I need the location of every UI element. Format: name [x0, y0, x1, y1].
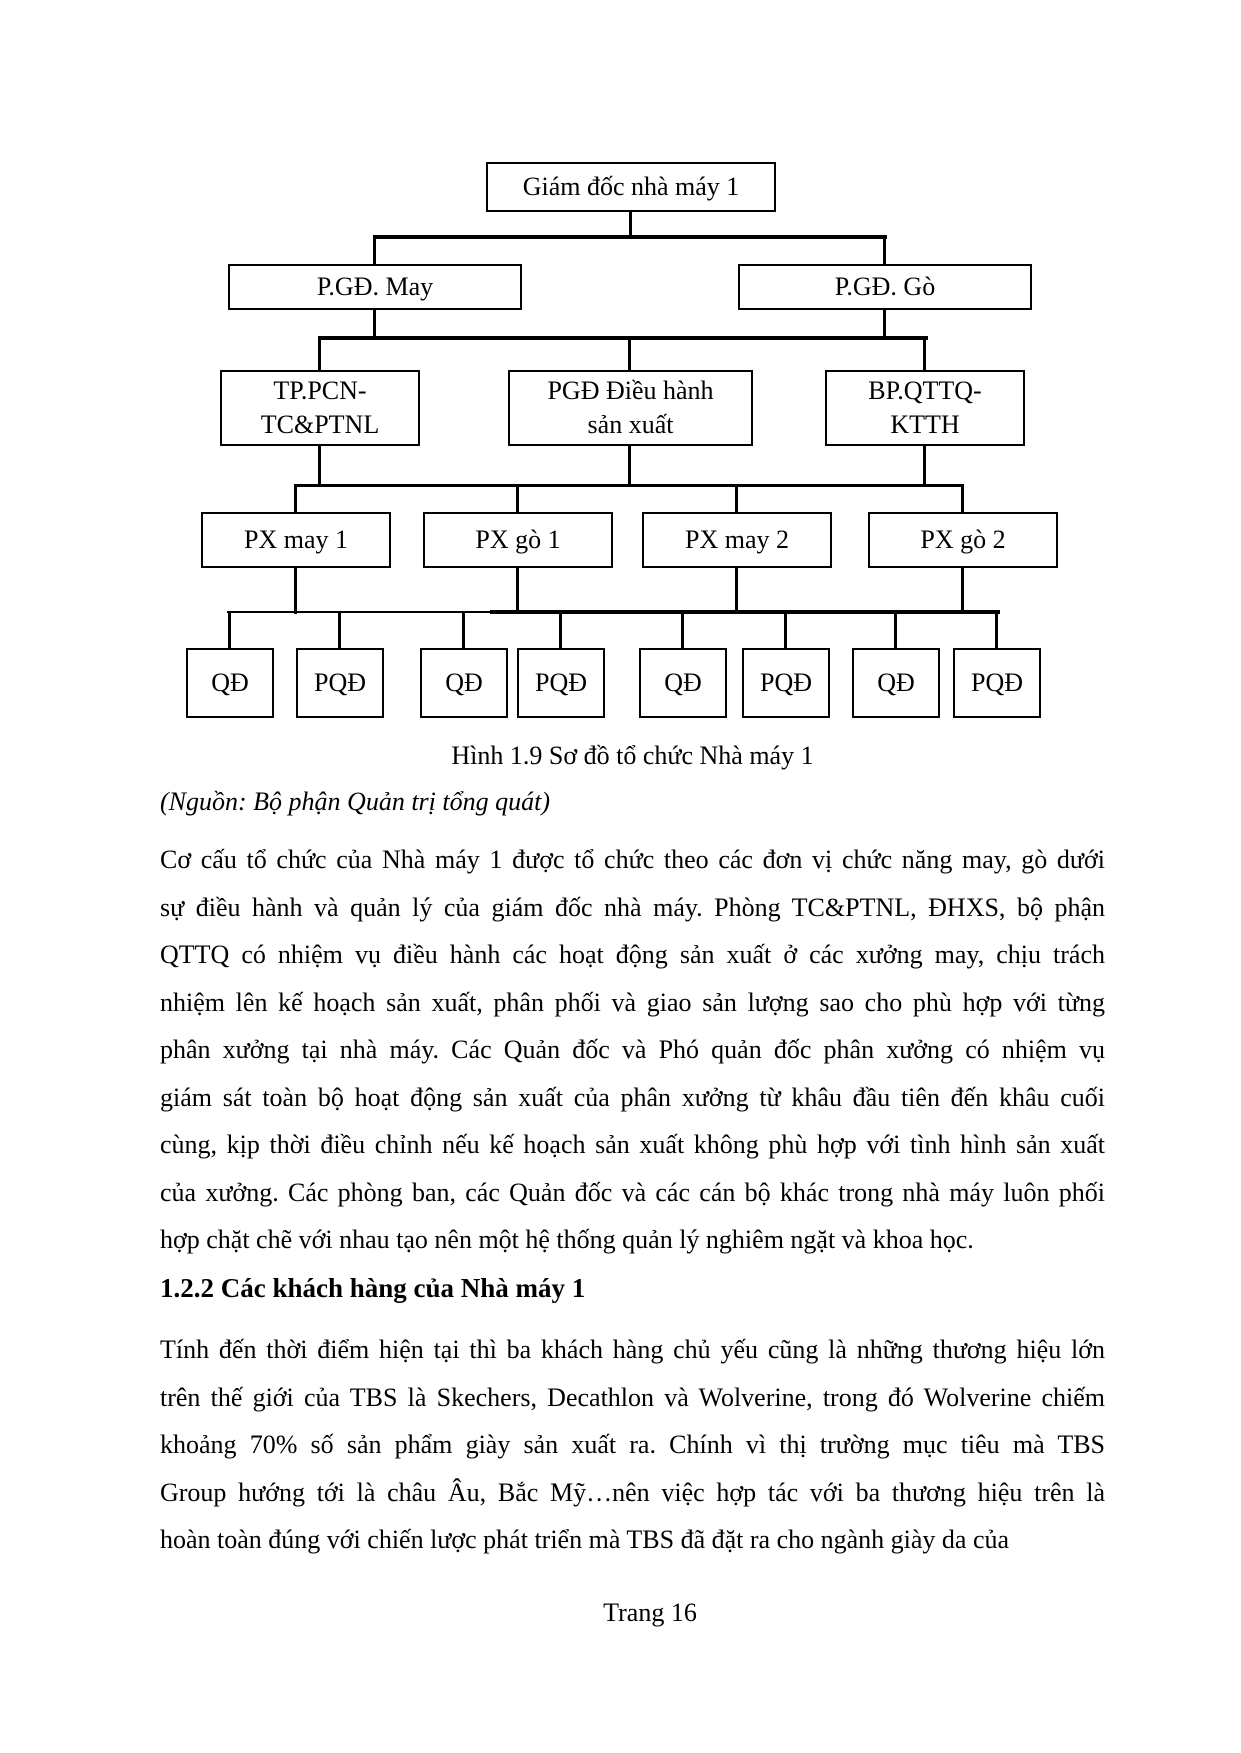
body-text-line: của xưởng. Các phòng ban, các Quản đốc và các cán bộ khác trong nhà máy luôn phối — [160, 1177, 1105, 1207]
org-node-bp-qttq — [825, 370, 1025, 446]
org-node-label-line1: TP.PCN- — [273, 376, 367, 405]
body-text-line: khoảng 70% số sản phẩm giày sản xuất ra. Chính vì thị trường mục tiêu mà TBS — [160, 1430, 1105, 1459]
org-node-label-line2: TC&PTNL — [260, 410, 380, 439]
org-node-px-go-2 — [868, 512, 1058, 568]
connector-line — [373, 235, 887, 239]
connector-line — [462, 613, 465, 648]
org-node-label: QĐ — [877, 668, 915, 697]
connector-line — [373, 239, 376, 264]
org-node-px-go-1 — [423, 512, 613, 568]
org-node-label-line2: KTTH — [890, 410, 960, 439]
org-node-label-line2: sản xuất — [587, 410, 674, 439]
connector-line — [318, 340, 321, 370]
org-node-label: PX gò 1 — [475, 525, 561, 554]
org-node-label-line1: PGĐ Điều hành — [547, 376, 714, 405]
body-text-line: QTTQ có nhiệm vụ điều hành các hoạt động sản xuất ở các xưởng may, chịu trách — [160, 940, 1105, 969]
org-node-qd-3 — [639, 648, 727, 718]
figure-source: (Nguồn: Bộ phận Quản trị tổng quát) — [160, 787, 550, 816]
connector-line — [883, 239, 886, 264]
org-node-label: QĐ — [664, 668, 702, 697]
org-node-tp-pcn — [220, 370, 420, 446]
org-node-pgd-may — [228, 264, 522, 310]
org-node-label: P.GĐ. Gò — [834, 272, 936, 301]
connector-line — [559, 613, 562, 648]
org-node-qd-1 — [186, 648, 274, 718]
connector-line — [516, 487, 519, 512]
org-node-director — [486, 162, 776, 212]
figure-caption: Hình 1.9 Sơ đồ tổ chức Nhà máy 1 — [451, 741, 814, 770]
body-text-line: giám sát toàn bộ hoạt động sản xuất của phân xưởng từ khâu đầu tiên đến khâu cuối — [160, 1082, 1105, 1112]
connector-line — [516, 568, 519, 614]
org-node-label: QĐ — [211, 668, 249, 697]
connector-line — [923, 446, 926, 487]
org-node-label: PX may 2 — [685, 525, 789, 554]
connector-line — [995, 613, 998, 648]
connector-line — [961, 487, 964, 512]
org-node-pqd-1 — [296, 648, 384, 718]
connector-line — [681, 613, 684, 648]
connector-line — [338, 613, 341, 648]
connector-line — [294, 484, 964, 487]
connector-line — [628, 340, 631, 370]
body-text-line: Tính đến thời điểm hiện tại thì ba khách hàng chủ yếu cũng là những thương hiệu lớn — [160, 1335, 1105, 1364]
org-node-label: QĐ — [445, 668, 483, 697]
body-text-line: cùng, kịp thời điều chỉnh nếu kế hoạch sản xuất không phù hợp với tình hình sản xuất — [160, 1130, 1105, 1159]
org-node-label: PQĐ — [970, 668, 1023, 697]
connector-line — [894, 613, 897, 648]
org-node-qd-4 — [852, 648, 940, 718]
connector-line — [735, 487, 738, 512]
org-node-pgd-go — [738, 264, 1032, 310]
org-node-label: PX gò 2 — [920, 525, 1006, 554]
body-text-line: hợp chặt chẽ với nhau tạo nên một hệ thống quản lý nghiêm ngặt và khoa học. — [160, 1225, 974, 1254]
connector-line — [923, 340, 926, 370]
org-node-pqd-2 — [517, 648, 605, 718]
connector-line — [735, 568, 738, 614]
connector-line — [228, 613, 231, 648]
connector-line — [628, 446, 631, 487]
org-node-pqd-4 — [953, 648, 1041, 718]
connector-line — [318, 446, 321, 487]
body-text-line: Cơ cấu tổ chức của Nhà máy 1 được tổ chức theo các đơn vị chức năng may, gò dưới — [160, 845, 1105, 874]
body-text-line: sự điều hành và quản lý của giám đốc nhà máy. Phòng TC&PTNL, ĐHXS, bộ phận — [160, 892, 1105, 922]
org-node-label: Giám đốc nhà máy 1 — [522, 172, 740, 201]
body-text-line: phân xưởng tại nhà máy. Các Quản đốc và Phó quản đốc phân xưởng có nhiệm vụ — [160, 1035, 1105, 1064]
org-node-pgd-dieu-hanh — [508, 370, 753, 446]
body-text-line: nhiệm lên kế hoạch sản xuất, phân phối và giao sản lượng sao cho phù hợp với từng — [160, 987, 1105, 1017]
org-node-label-line1: BP.QTTQ- — [868, 376, 982, 405]
connector-line — [294, 487, 297, 512]
org-node-qd-2 — [420, 648, 508, 718]
section-heading-1-2-2: 1.2.2 Các khách hàng của Nhà máy 1 — [160, 1273, 586, 1303]
org-node-pqd-3 — [742, 648, 830, 718]
connector-line — [961, 568, 964, 614]
connector-line — [318, 336, 928, 340]
org-node-label: PQĐ — [759, 668, 812, 697]
paragraph-2 — [160, 1326, 1105, 1564]
org-node-label: PQĐ — [534, 668, 587, 697]
org-chart — [130, 140, 1140, 740]
body-text-line: hoàn toàn đúng với chiến lược phát triển mà TBS đã đặt ra cho ngành giày da của — [160, 1525, 1010, 1554]
connector-line — [784, 613, 787, 648]
connector-line — [490, 610, 1000, 614]
org-node-label: P.GĐ. May — [316, 272, 434, 301]
org-node-label: PQĐ — [313, 668, 366, 697]
paragraph-1 — [160, 836, 1105, 1264]
body-text-line: trên thế giới của TBS là Skechers, Decathlon và Wolverine, trong đó Wolverine chiếm — [160, 1382, 1105, 1412]
page-number: Trang 16 — [603, 1598, 697, 1627]
org-node-px-may-2 — [642, 512, 832, 568]
org-node-px-may-1 — [201, 512, 391, 568]
body-text-line: Group hướng tới là châu Âu, Bắc Mỹ…nên việc hợp tác với ba thương hiệu trên là — [160, 1477, 1105, 1507]
org-node-label: PX may 1 — [244, 525, 348, 554]
connector-line — [294, 568, 297, 614]
